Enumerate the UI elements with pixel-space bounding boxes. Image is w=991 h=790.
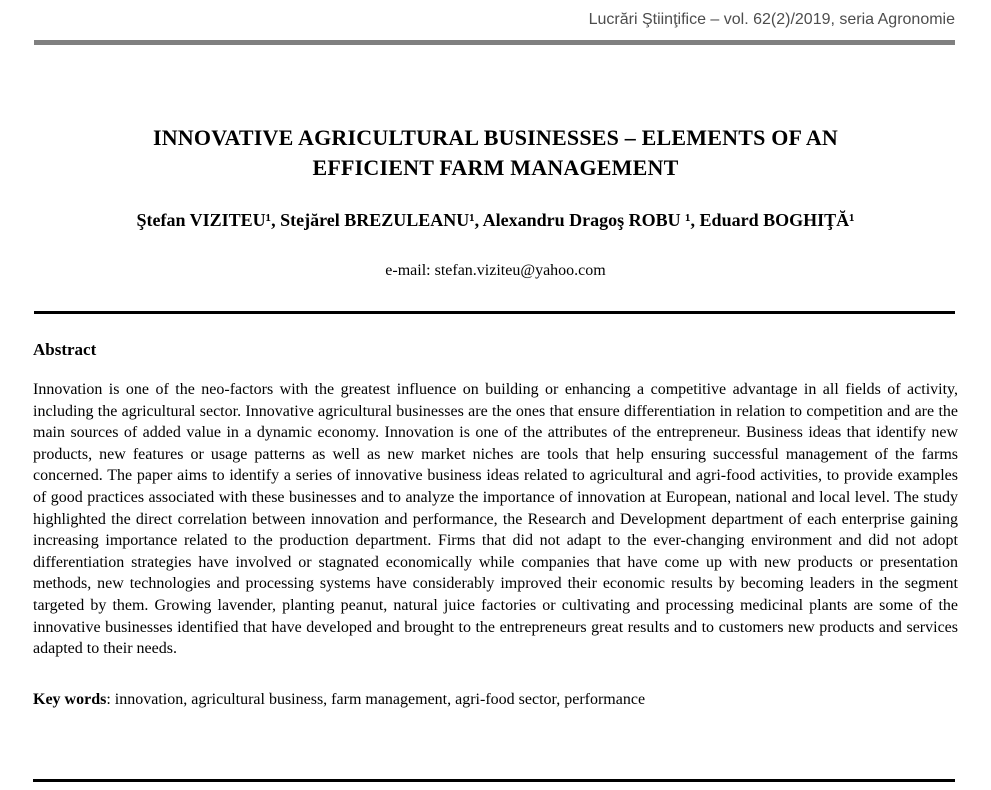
keywords-label: Key words	[33, 690, 107, 708]
keywords-text: : innovation, agricultural business, farm management, agri-food sector, performance	[106, 690, 646, 708]
paper-title-line1: INNOVATIVE AGRICULTURAL BUSINESSES – ELEMENTS OF AN	[152, 125, 839, 150]
abstract-heading: Abstract	[33, 340, 97, 359]
header-bar	[34, 40, 955, 45]
footer-rule	[33, 779, 955, 782]
abstract-text: Innovation is one of the neo-factors with the greatest influence on building or enhancing a competitive advantage in all fields of activity, including the agricultural sector. Innovative agricultural businesses are the ones that ensure differentiation in relation to competition and are the main sources of added value in a dynamic economy. Innovation is one of the attributes of the entrepreneur. Business ideas that identify new products, new features or usage patterns as well as new market niches are tools that help ensuring successful management of the farms concerned. The paper aims to identify a series of innovative business ideas related to agricultural and agri-food activities, to provide examples of good practices associated with these businesses and to analyze the importance of innovation at European, national and local level. The study highlighted the direct correlation between innovation and performance, the Research and Development department of each enterprise gaining increasing importance related to the production department. Firms that did not adapt to the ever-changing environment and did not adopt differentiation strategies have involved or stagnated economically while companies that have come up with new products or presentation methods, new technologies and processing systems have considerably improved their economic results by becoming leaders in the segment targeted by them. Growing lavender, planting peanut, natural juice factories or cultivating and processing medicinal plants are some of the innovative businesses identified that have developed and brought to the entrepreneurs great results and to customers new products and services adapted to their needs.	[33, 381, 958, 658]
keywords-line	[33, 691, 958, 709]
section-rule	[34, 311, 955, 314]
email-line: e-mail: stefan.viziteu@yahoo.com	[385, 262, 606, 279]
journal-header: Lucrări Ştiinţifice – vol. 62(2)/2019, seria Agronomie	[588, 11, 955, 28]
paper-title-line2: EFFICIENT FARM MANAGEMENT	[312, 155, 679, 180]
paper-title	[0, 123, 991, 183]
authors-line: Ştefan VIZITEU¹, Stejărel BREZULEANU¹, Alexandru Dragoş ROBU ¹, Eduard BOGHIŢĂ¹	[136, 210, 855, 230]
